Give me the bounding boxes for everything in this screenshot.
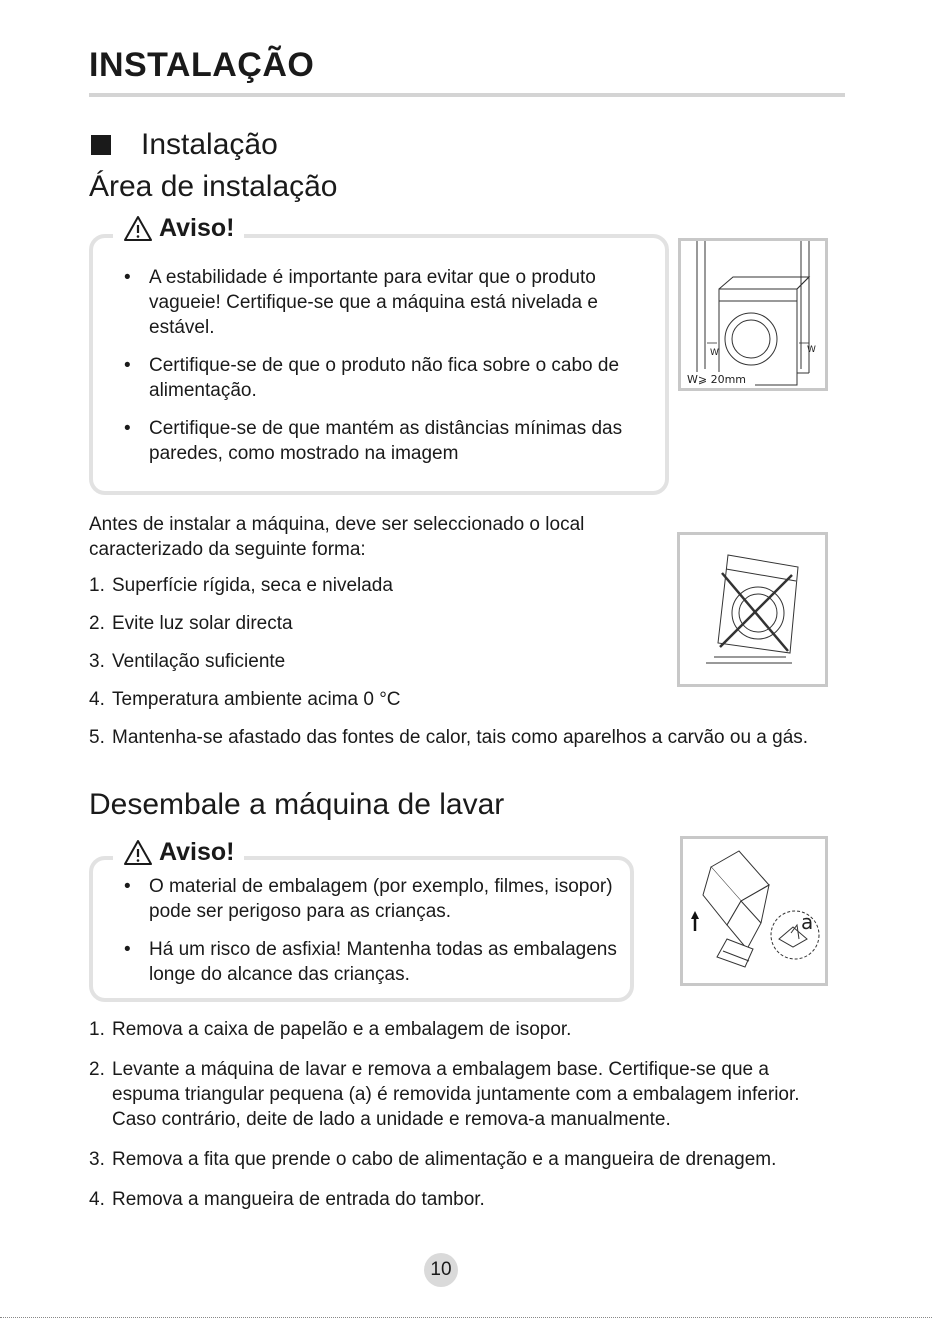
page-edge-dotted-line (0, 1317, 932, 1318)
location-intro: Antes de instalar a máquina, deve ser seleccionado o local caracterizado da seguinte forma: (89, 514, 585, 560)
section-heading-text: Instalação (141, 128, 278, 161)
washing-machine-clearance-illustration (681, 241, 825, 388)
list-item: 2. Evite luz solar directa (89, 613, 293, 634)
subheading-installation-area: Área de instalação (89, 170, 338, 203)
figure-wall-clearance (678, 238, 828, 391)
tilted-machine-crossed-illustration (680, 535, 825, 684)
warning-item: • Certifique-se de que o produto não fica sobre o cabo de alimentação. (119, 353, 654, 403)
label-a: a (801, 910, 814, 934)
page-number: 10 (424, 1253, 458, 1287)
subheading-unpack: Desembale a máquina de lavar (89, 788, 505, 821)
figure-unpacking (680, 836, 828, 986)
label-min-distance: W⩾ 20mm (687, 373, 747, 386)
section-heading (89, 128, 278, 162)
title-divider (89, 93, 845, 97)
warning-title-text: Aviso! (159, 214, 235, 242)
figure-uneven-surface (677, 532, 828, 687)
warning-triangle-icon (123, 215, 153, 242)
warning-item: • Há um risco de asfixia! Mantenha todas as embalagens longe do alcance das crianças. (119, 937, 619, 987)
label-w-right: W (807, 345, 816, 355)
list-item: 2. Levante a máquina de lavar e remova a embalagem base. Certifique-se que a espuma triangular pequena (a) é removida juntamente com a embalagem inferior. Caso contrário, deite de lado a unidade e remova-a manualmente. (89, 1059, 800, 1130)
warning-list-unpack (119, 874, 619, 1000)
label-w-left: W (710, 348, 719, 358)
warning-item: • Certifique-se de que mantém as distâncias mínimas das paredes, como mostrado na imagem (119, 416, 654, 466)
page-title: INSTALAÇÃO (89, 46, 315, 84)
warning-title-unpack (113, 838, 244, 867)
list-item: 3. Ventilação suficiente (89, 651, 286, 672)
warning-title-installation (113, 214, 244, 243)
list-item: 4. Temperatura ambiente acima 0 °C (89, 689, 401, 710)
warning-title-text: Aviso! (159, 838, 235, 866)
list-item: 5. Mantenha-se afastado das fontes de calor, tais como aparelhos a carvão ou a gás. (89, 727, 809, 748)
unpack-steps-list (89, 1017, 829, 1212)
list-item: 1. Superfície rígida, seca e nivelada (89, 575, 393, 596)
list-item: 1. Remova a caixa de papelão e a embalagem de isopor. (89, 1019, 572, 1040)
list-item: 3. Remova a fita que prende o cabo de alimentação e a mangueira de drenagem. (89, 1149, 777, 1170)
warning-triangle-icon (123, 839, 153, 866)
square-bullet-icon (91, 135, 111, 155)
warning-item: • O material de embalagem (por exemplo, filmes, isopor) pode ser perigoso para as crianças. (119, 874, 619, 924)
list-item: 4. Remova a mangueira de entrada do tambor. (89, 1189, 485, 1210)
unpacking-illustration (683, 839, 825, 983)
warning-item: • A estabilidade é importante para evitar que o produto vagueie! Certifique-se que a máquina está nivelada e estável. (119, 265, 654, 340)
warning-list-installation (119, 265, 654, 479)
